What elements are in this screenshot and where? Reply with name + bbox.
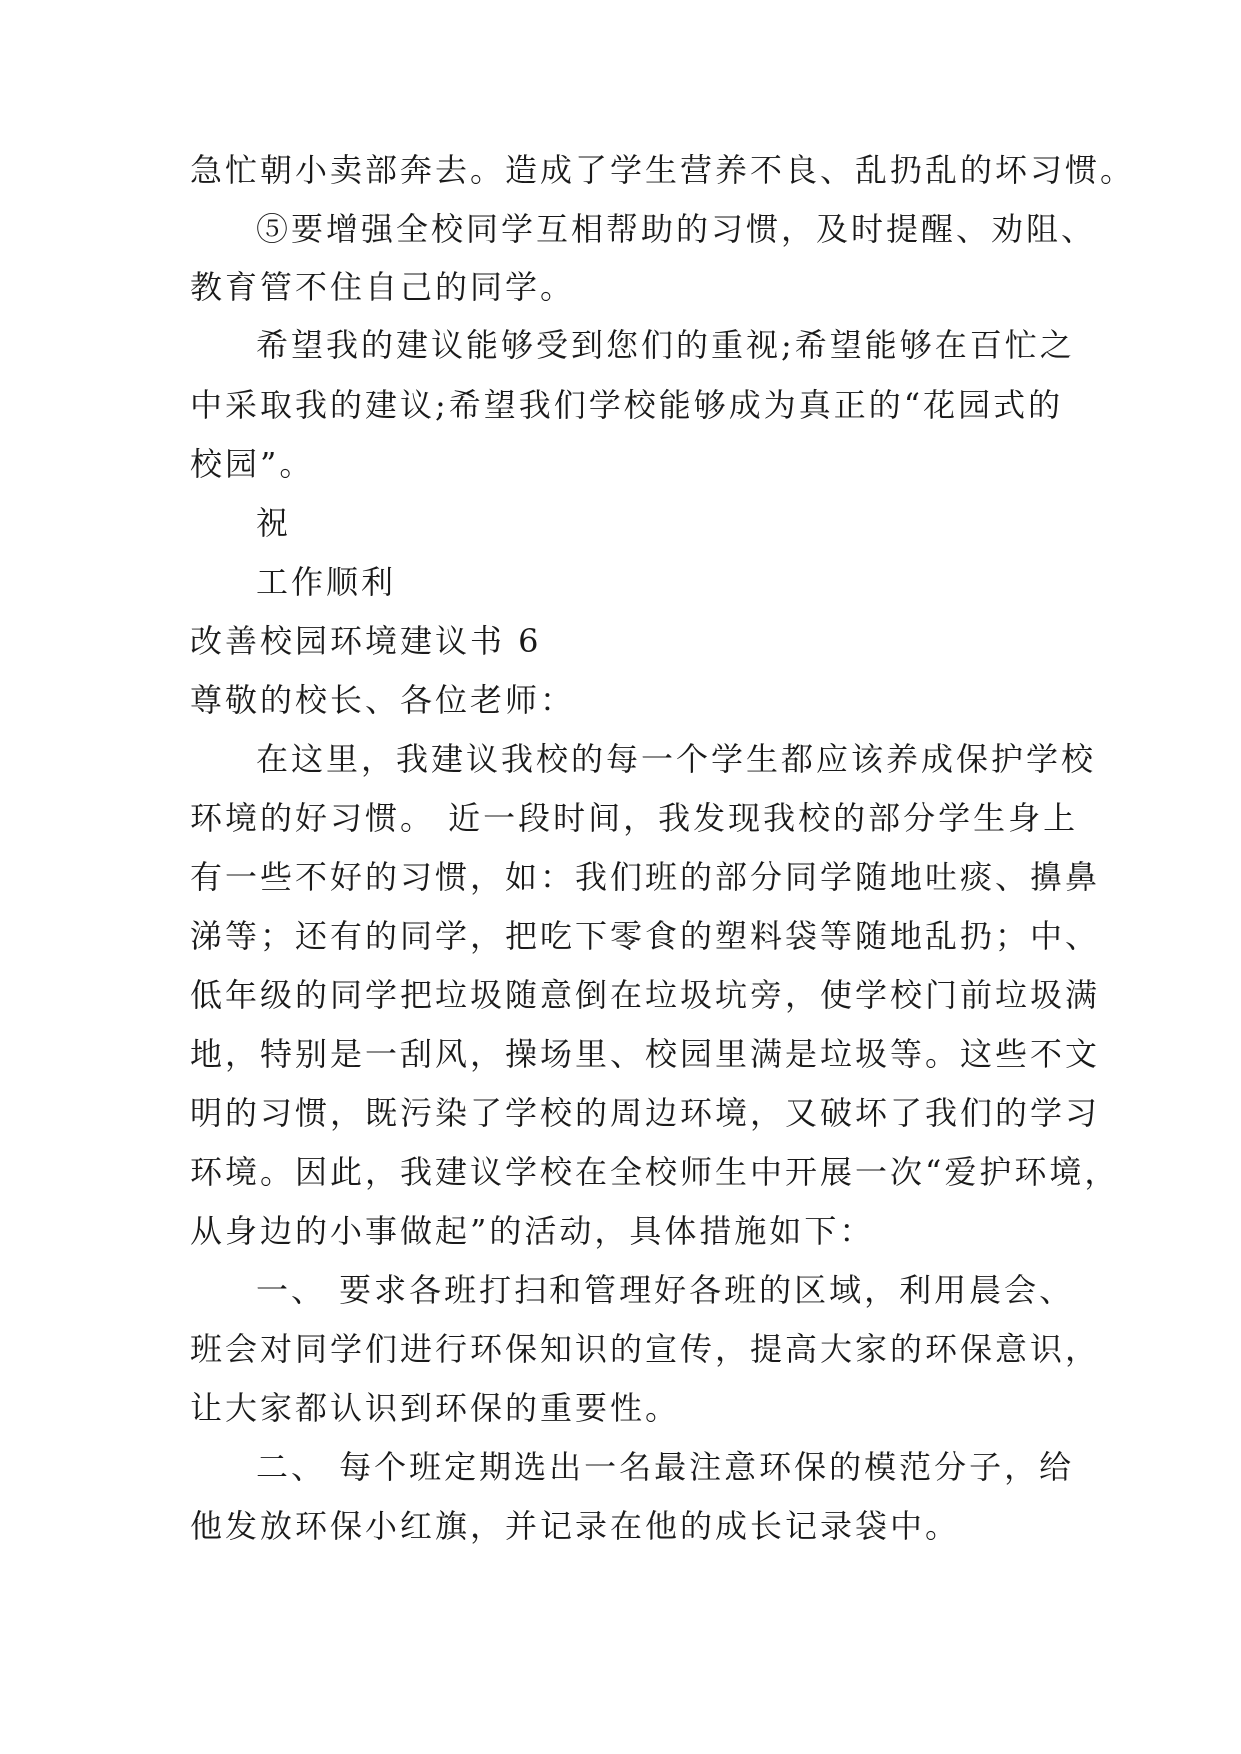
text-line: 从身边的小事做起”的活动，具体措施如下： [190, 1212, 875, 1250]
text-line: 中采取我的建议;希望我们学校能够成为真正的“花园式的 [190, 386, 1064, 424]
text-line: 班会对同学们进行环保知识的宣传，提高大家的环保意识， [190, 1330, 1101, 1368]
text-line: 急忙朝小卖部奔去。造成了学生营养不良、乱扔乱的坏习惯。 [190, 151, 1136, 189]
text-line: 低年级的同学把垃圾随意倒在垃圾坑旁，使学校门前垃圾满 [190, 976, 1101, 1014]
text-line: 教育管不住自己的同学。 [190, 268, 576, 306]
text-line: 二、 每个班定期选出一名最注意环保的模范分子，给 [256, 1448, 1075, 1486]
section-title: 改善校园环境建议书 6 [190, 622, 542, 660]
text-line: 工作顺利 [256, 563, 397, 601]
text-line: 环境的好习惯。 近一段时间，我发现我校的部分学生身上 [190, 799, 1079, 837]
text-line: 祝 [256, 504, 292, 542]
text-line: 让大家都认识到环保的重要性。 [190, 1389, 681, 1427]
text-line: 涕等；还有的同学，把吃下零食的塑料袋等随地乱扔；中、 [190, 917, 1101, 955]
salutation: 尊敬的校长、各位老师： [190, 681, 576, 719]
text-line: 环境。因此，我建议学校在全校师生中开展一次“爱护环境， [190, 1153, 1120, 1191]
text-line: 校园”。 [190, 445, 315, 483]
text-line: 地，特别是一刮风，操场里、校园里满是垃圾等。这些不文 [190, 1035, 1101, 1073]
text-line: 明的习惯，既污染了学校的周边环境，又破坏了我们的学习 [190, 1094, 1101, 1132]
text-line: 他发放环保小红旗，并记录在他的成长记录袋中。 [190, 1507, 961, 1545]
text-line: ⑤要增强全校同学互相帮助的习惯，及时提醒、劝阻、 [256, 210, 1097, 248]
text-line: 希望我的建议能够受到您们的重视;希望能够在百忙之 [256, 326, 1075, 364]
text-line: 有一些不好的习惯，如：我们班的部分同学随地吐痰、擤鼻 [190, 858, 1101, 896]
text-line: 在这里，我建议我校的每一个学生都应该养成保护学校 [256, 740, 1097, 778]
text-line: 一、 要求各班打扫和管理好各班的区域，利用晨会、 [256, 1271, 1075, 1309]
